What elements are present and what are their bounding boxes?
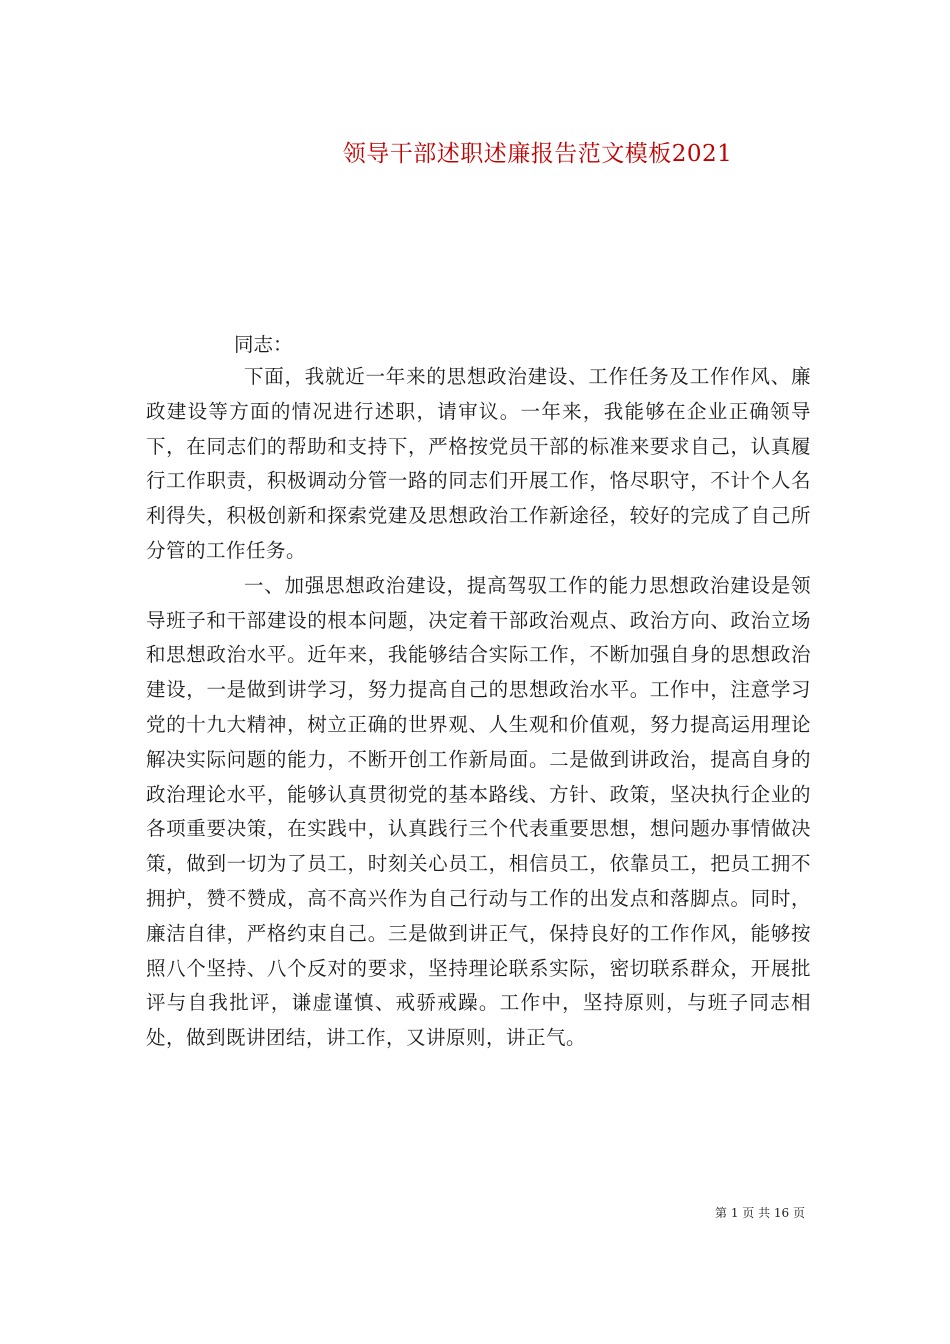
document-body xyxy=(146,360,811,1056)
document-title: 领导干部述职述廉报告范文模板2021 xyxy=(342,141,733,167)
page-number-label: 第 1 页 共 16 页 xyxy=(715,1206,805,1220)
page-number xyxy=(0,1204,950,1221)
salutation: 同志： xyxy=(234,333,293,356)
paragraph-intro: 下面，我就近一年来的思想政治建设、工作任务及工作作风、廉政建设等方面的情况进行述职，请审议。一年来，我能够在企业正确领导下，在同志们的帮助和支持下，严格按党员干部的标准来要求自己，认真履行工作职责，积极调动分管一路的同志们开展工作，恪尽职守，不计个人名利得失，积极创新和探索党建及思想政治工作新途径，较好的完成了自己所分管的工作任务。 xyxy=(146,365,811,562)
paragraph-political-building: 一、加强思想政治建设，提高驾驭工作的能力思想政治建设是领导班子和干部建设的根本问题，决定着干部政治观点、政治方向、政治立场和思想政治水平。近年来，我能够结合实际工作，不断加强自身的思想政治建设，一是做到讲学习，努力提高自己的思想政治水平。工作中，注意学习党的十九大精神，树立正确的世界观、人生观和价值观，努力提高运用理论解决实际问题的能力，不断开创工作新局面。二是做到讲政治，提高自身的政治理论水平，能够认真贯彻党的基本路线、方针、政策，坚决执行企业的各项重要决策，在实践中，认真践行三个代表重要思想，想问题办事情做决策，做到一切为了员工，时刻关心员工，相信员工，依靠员工，把员工拥不拥护，赞不赞成，高不高兴作为自己行动与工作的出发点和落脚点。同时，廉洁自律，严格约束自己。三是做到讲正气，保持良好的工作作风，能够按照八个坚持、八个反对的要求，坚持理论联系实际，密切联系群众，开展批评与自我批评，谦虚谨慎、戒骄戒躁。工作中，坚持原则，与班子同志相处，做到既讲团结，讲工作，又讲原则，讲正气。 xyxy=(146,573,811,1050)
